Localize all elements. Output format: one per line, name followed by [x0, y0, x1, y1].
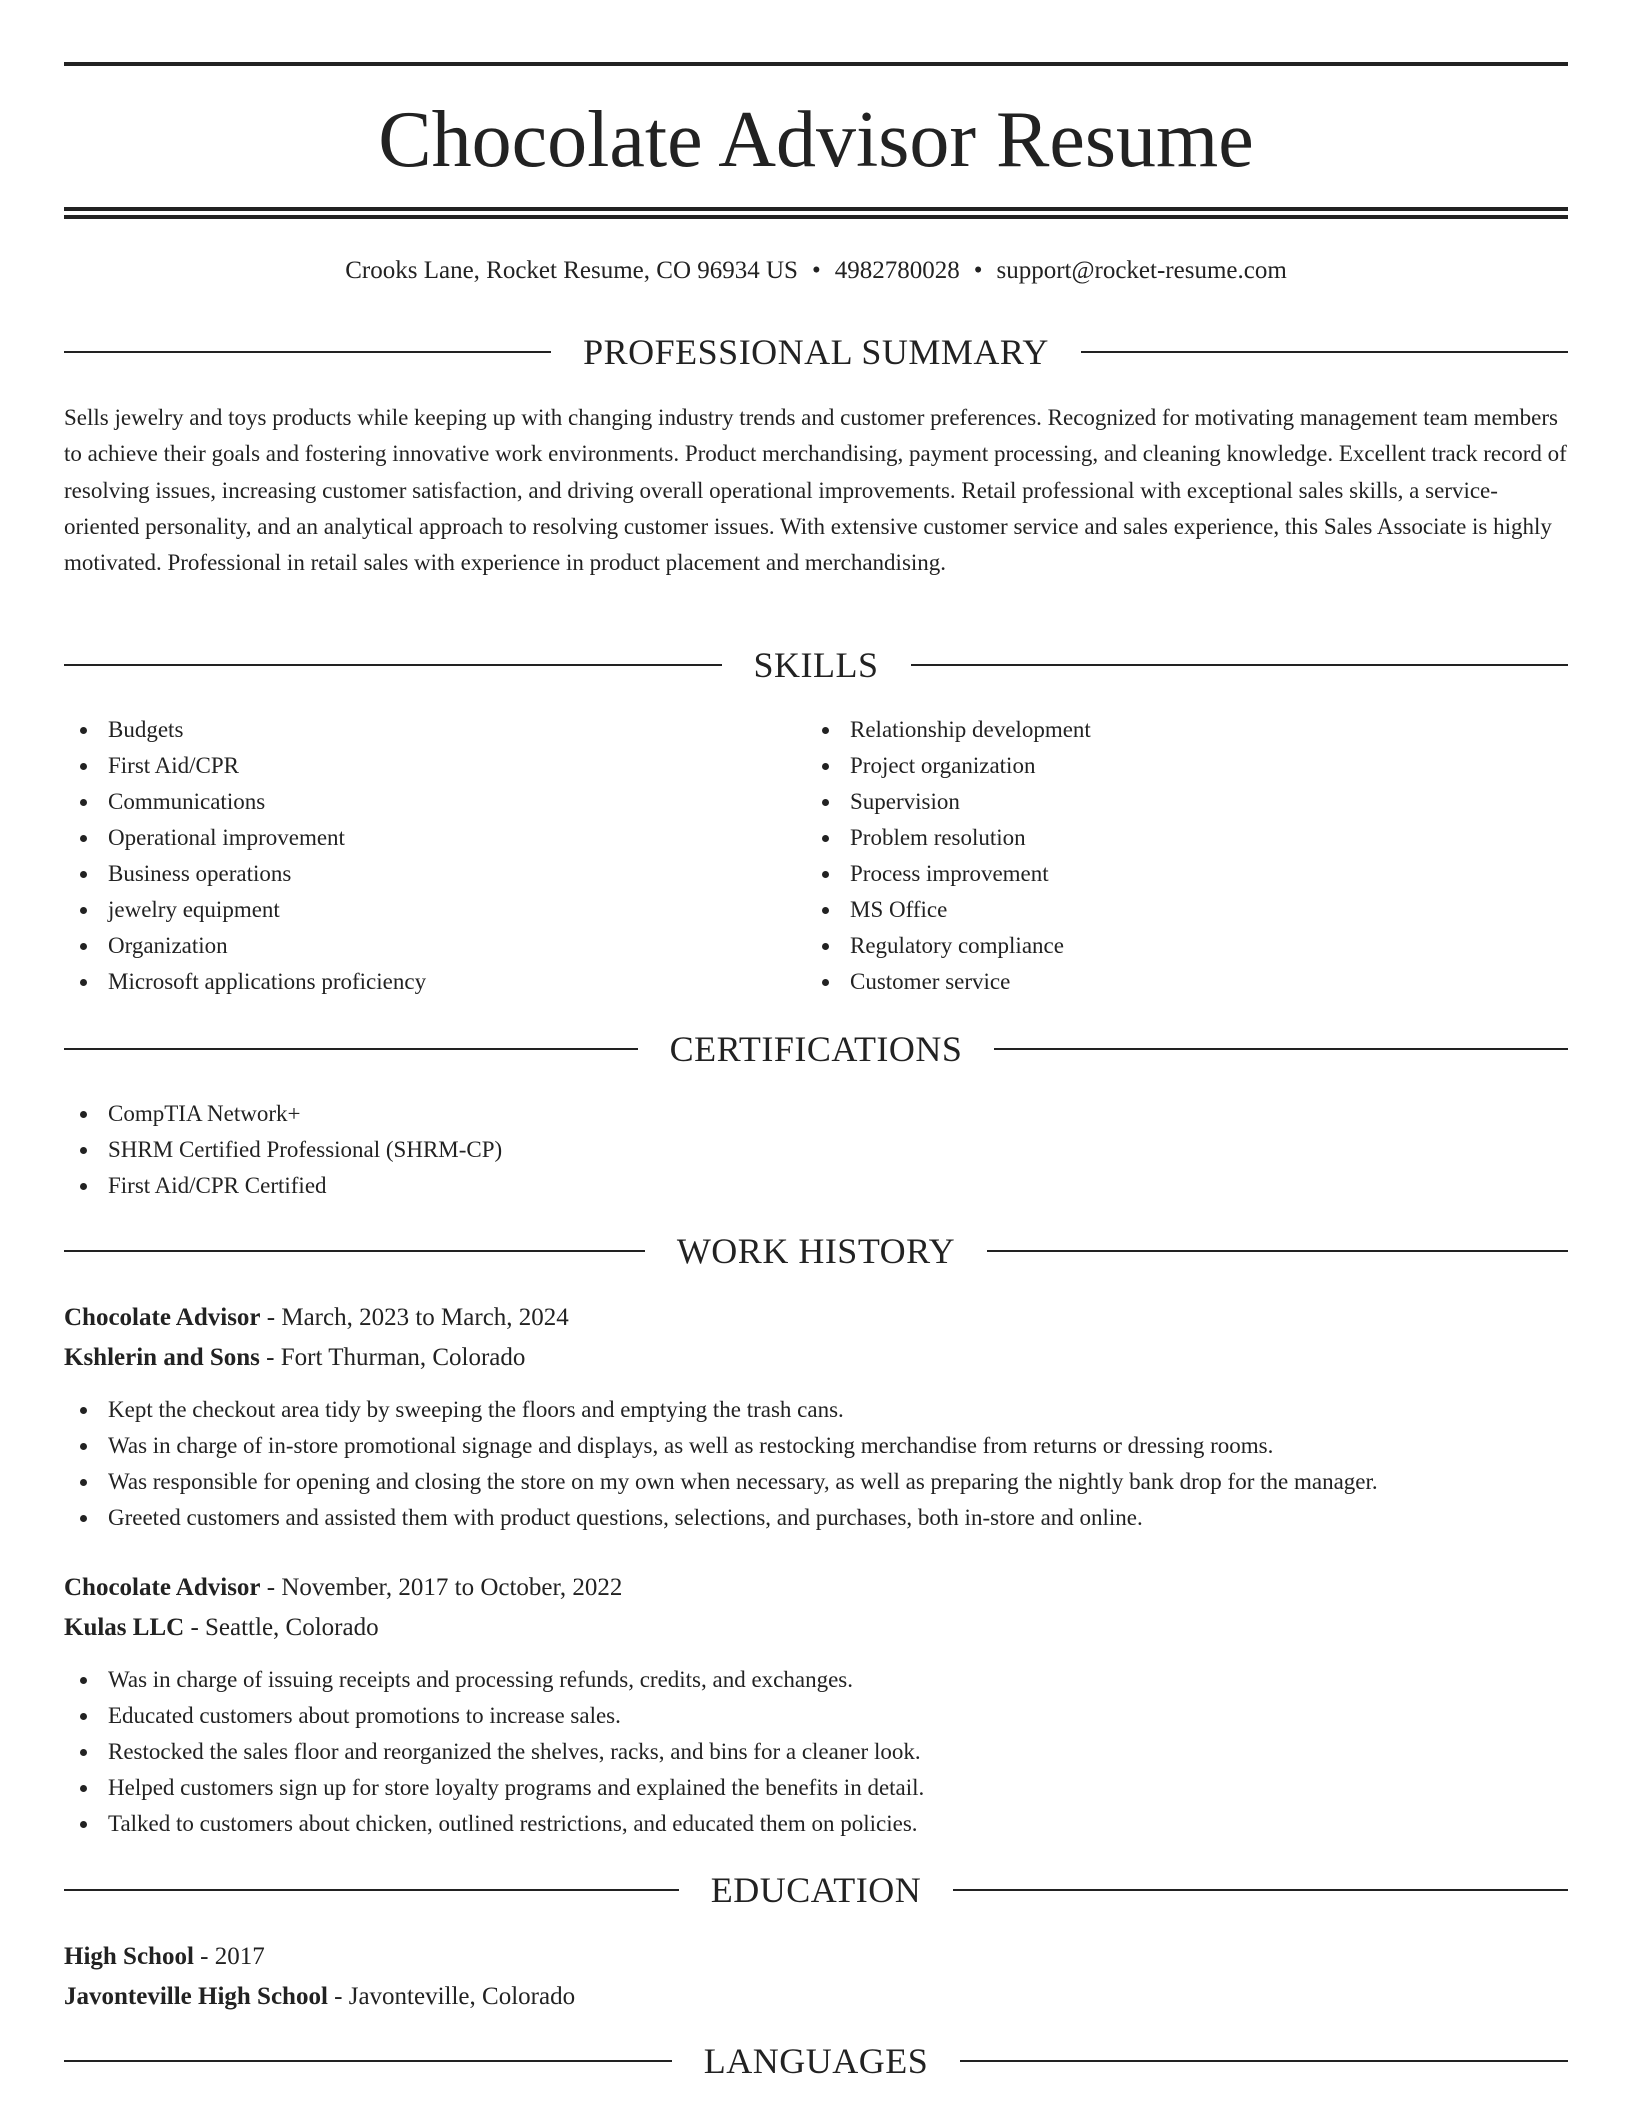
bullet-dot	[80, 907, 87, 914]
section-rule-right	[911, 664, 1569, 666]
list-item	[64, 1770, 924, 1806]
section-header-certifications	[64, 1027, 1568, 1071]
education-location: - Javonteville, Colorado	[334, 1983, 576, 2010]
list-item	[806, 784, 1091, 820]
section-rule-right	[994, 1048, 1568, 1050]
list-item-text: Restocked the sales floor and reorganized the shelves, racks, and bins for a cleaner look.	[108, 1739, 921, 1764]
section-rule-right	[960, 2060, 1568, 2062]
list-item-text: Microsoft applications proficiency	[108, 969, 427, 994]
bullet-dot	[822, 727, 829, 734]
list-item-text: Organization	[108, 933, 228, 958]
list-item	[806, 820, 1091, 856]
bullet-dot	[80, 979, 87, 986]
bullet-dot	[80, 1183, 87, 1190]
section-title-summary: PROFESSIONAL SUMMARY	[583, 332, 1049, 372]
list-item-text: MS Office	[850, 897, 948, 922]
section-rule-left	[64, 1048, 638, 1050]
section-header-education	[64, 1868, 1568, 1912]
bullet-dot	[80, 799, 87, 806]
job-company: Kulas LLC	[64, 1614, 185, 1641]
section-rule-left	[64, 2060, 672, 2062]
section-rule-right	[1081, 351, 1568, 353]
list-item	[64, 820, 426, 856]
list-item	[64, 1698, 924, 1734]
list-item	[64, 748, 426, 784]
list-item-text: Was in charge of issuing receipts and processing refunds, credits, and exchanges.	[108, 1667, 853, 1692]
list-item-text: Regulatory compliance	[850, 933, 1064, 958]
education-school: Javonteville High School	[64, 1983, 328, 2010]
bullet-dot	[80, 1443, 87, 1450]
list-item-text: Relationship development	[850, 717, 1091, 742]
contact-separator: •	[973, 257, 983, 284]
bullet-dot	[80, 1749, 87, 1756]
bullet-dot	[80, 1713, 87, 1720]
list-item	[806, 748, 1091, 784]
bullet-dot	[80, 1147, 87, 1154]
contact-phone: 4982780028	[834, 257, 960, 284]
bullet-dot	[822, 907, 829, 914]
list-item	[64, 1096, 502, 1132]
job-2-company-line	[64, 1608, 379, 1648]
list-item-text: Helped customers sign up for store loyalty programs and explained the benefits in detail.	[108, 1775, 925, 1800]
section-header-work-history	[64, 1229, 1568, 1273]
contact-address: Crooks Lane, Rocket Resume, CO 96934 US	[345, 257, 798, 284]
bullet-dot	[822, 835, 829, 842]
job-title: Chocolate Advisor	[64, 1574, 261, 1601]
contact-line	[64, 254, 1568, 288]
list-item-text: jewelry equipment	[108, 897, 280, 922]
job-location: - Seattle, Colorado	[190, 1614, 379, 1641]
bullet-dot	[80, 727, 87, 734]
job-2-title-line	[64, 1568, 622, 1608]
section-title-skills: SKILLS	[753, 645, 879, 685]
list-item	[64, 1734, 924, 1770]
list-item	[64, 1132, 502, 1168]
header-double-rule	[64, 207, 1568, 219]
section-title-languages: LANGUAGES	[703, 2041, 929, 2081]
list-item	[64, 712, 426, 748]
list-item-text: Was responsible for opening and closing the store on my own when necessary, as well as preparing the nightly bank drop for the manager.	[108, 1469, 1378, 1494]
resume-title: Chocolate Advisor Resume	[378, 96, 1254, 184]
section-header-summary	[64, 330, 1568, 374]
list-item	[64, 784, 426, 820]
bullet-dot	[80, 1111, 87, 1118]
job-2-bullets	[64, 1662, 924, 1842]
list-item	[806, 964, 1091, 1000]
education-degree-line	[64, 1937, 265, 1977]
summary-text: Sells jewelry and toys products while keeping up with changing industry trends and customer preferences. Recognized for motivating management team members to achieve their goals and fostering innovative work environments. Product merchandising, payment processing, and cleaning knowledge. Excellent track record of resolving issues, increasing customer satisfaction, and driving overall operational improvements. Retail professional with exceptional sales skills, a service-oriented personality, and an analytical approach to resolving customer issues. With extensive customer service and sales experience, this Sales Associate is highly motivated. Professional in retail sales with experience in product placement and merchandising.	[64, 405, 1567, 576]
list-item-text: Customer service	[850, 969, 1011, 994]
list-item	[64, 1168, 502, 1204]
list-item	[806, 856, 1091, 892]
list-item-text: Budgets	[108, 717, 184, 742]
list-item	[806, 712, 1091, 748]
list-item	[64, 1428, 1378, 1464]
list-item	[64, 856, 426, 892]
contact-email: support@rocket-resume.com	[996, 257, 1287, 284]
education-year: - 2017	[200, 1943, 265, 1970]
contact-separator: •	[811, 257, 821, 284]
section-rule-right	[953, 1889, 1568, 1891]
bullet-dot	[822, 763, 829, 770]
bullet-dot	[80, 943, 87, 950]
list-item	[64, 1662, 924, 1698]
section-title-certifications: CERTIFICATIONS	[669, 1029, 963, 1069]
list-item-text: Business operations	[108, 861, 292, 886]
list-item-text: Problem resolution	[850, 825, 1026, 850]
bullet-dot	[80, 835, 87, 842]
job-dates: - March, 2023 to March, 2024	[266, 1304, 569, 1331]
bullet-dot	[80, 1515, 87, 1522]
list-item	[806, 892, 1091, 928]
education-degree: High School	[64, 1943, 194, 1970]
section-header-languages	[64, 2039, 1568, 2083]
list-item-text: Was in charge of in-store promotional signage and displays, as well as restocking merchandise from returns or dressing rooms.	[108, 1433, 1274, 1458]
bullet-dot	[822, 799, 829, 806]
skills-list-left	[64, 712, 426, 1000]
list-item-text: First Aid/CPR	[108, 753, 240, 778]
bullet-dot	[80, 1407, 87, 1414]
section-rule-left	[64, 351, 551, 353]
section-rule-right	[987, 1250, 1568, 1252]
list-item-text: Project organization	[850, 753, 1036, 778]
job-company: Kshlerin and Sons	[64, 1344, 260, 1371]
bullet-dot	[80, 1677, 87, 1684]
section-rule-left	[64, 664, 722, 666]
list-item-text: Communications	[108, 789, 266, 814]
list-item-text: Kept the checkout area tidy by sweeping the floors and emptying the trash cans.	[108, 1397, 844, 1422]
list-item	[64, 1464, 1378, 1500]
list-item	[64, 964, 426, 1000]
bullet-dot	[822, 871, 829, 878]
list-item-text: Greeted customers and assisted them with product questions, selections, and purchases, both in-store and online.	[108, 1505, 1143, 1530]
list-item-text: Educated customers about promotions to increase sales.	[108, 1703, 621, 1728]
list-item-text: First Aid/CPR Certified	[108, 1173, 327, 1198]
list-item-text: Supervision	[850, 789, 960, 814]
header-top-rule	[64, 62, 1568, 66]
list-item-text: Talked to customers about chicken, outlined restrictions, and educated them on policies.	[108, 1811, 918, 1836]
bullet-dot	[822, 943, 829, 950]
job-location: - Fort Thurman, Colorado	[266, 1344, 526, 1371]
job-1-title-line	[64, 1298, 569, 1338]
job-title: Chocolate Advisor	[64, 1304, 261, 1331]
section-rule-left	[64, 1250, 645, 1252]
list-item	[64, 1500, 1378, 1536]
bullet-dot	[822, 979, 829, 986]
list-item	[64, 928, 426, 964]
bullet-dot	[80, 1479, 87, 1486]
list-item	[64, 892, 426, 928]
section-rule-left	[64, 1889, 679, 1891]
list-item	[64, 1806, 924, 1842]
list-item-text: Operational improvement	[108, 825, 345, 850]
bullet-dot	[80, 763, 87, 770]
job-dates: - November, 2017 to October, 2022	[266, 1574, 623, 1601]
certifications-list	[64, 1096, 502, 1204]
list-item	[64, 1392, 1378, 1428]
list-item-text: CompTIA Network+	[108, 1101, 301, 1126]
list-item-text: SHRM Certified Professional (SHRM-CP)	[108, 1137, 503, 1162]
bullet-dot	[80, 871, 87, 878]
list-item-text: Process improvement	[850, 861, 1049, 886]
section-header-skills	[64, 643, 1568, 687]
section-title-work-history: WORK HISTORY	[676, 1231, 956, 1271]
section-title-education: EDUCATION	[710, 1870, 922, 1910]
job-1-company-line	[64, 1338, 525, 1378]
skills-list-right	[806, 712, 1091, 1000]
education-school-line	[64, 1977, 575, 2017]
list-item	[806, 928, 1091, 964]
bullet-dot	[80, 1821, 87, 1828]
bullet-dot	[80, 1785, 87, 1792]
job-1-bullets	[64, 1392, 1378, 1536]
